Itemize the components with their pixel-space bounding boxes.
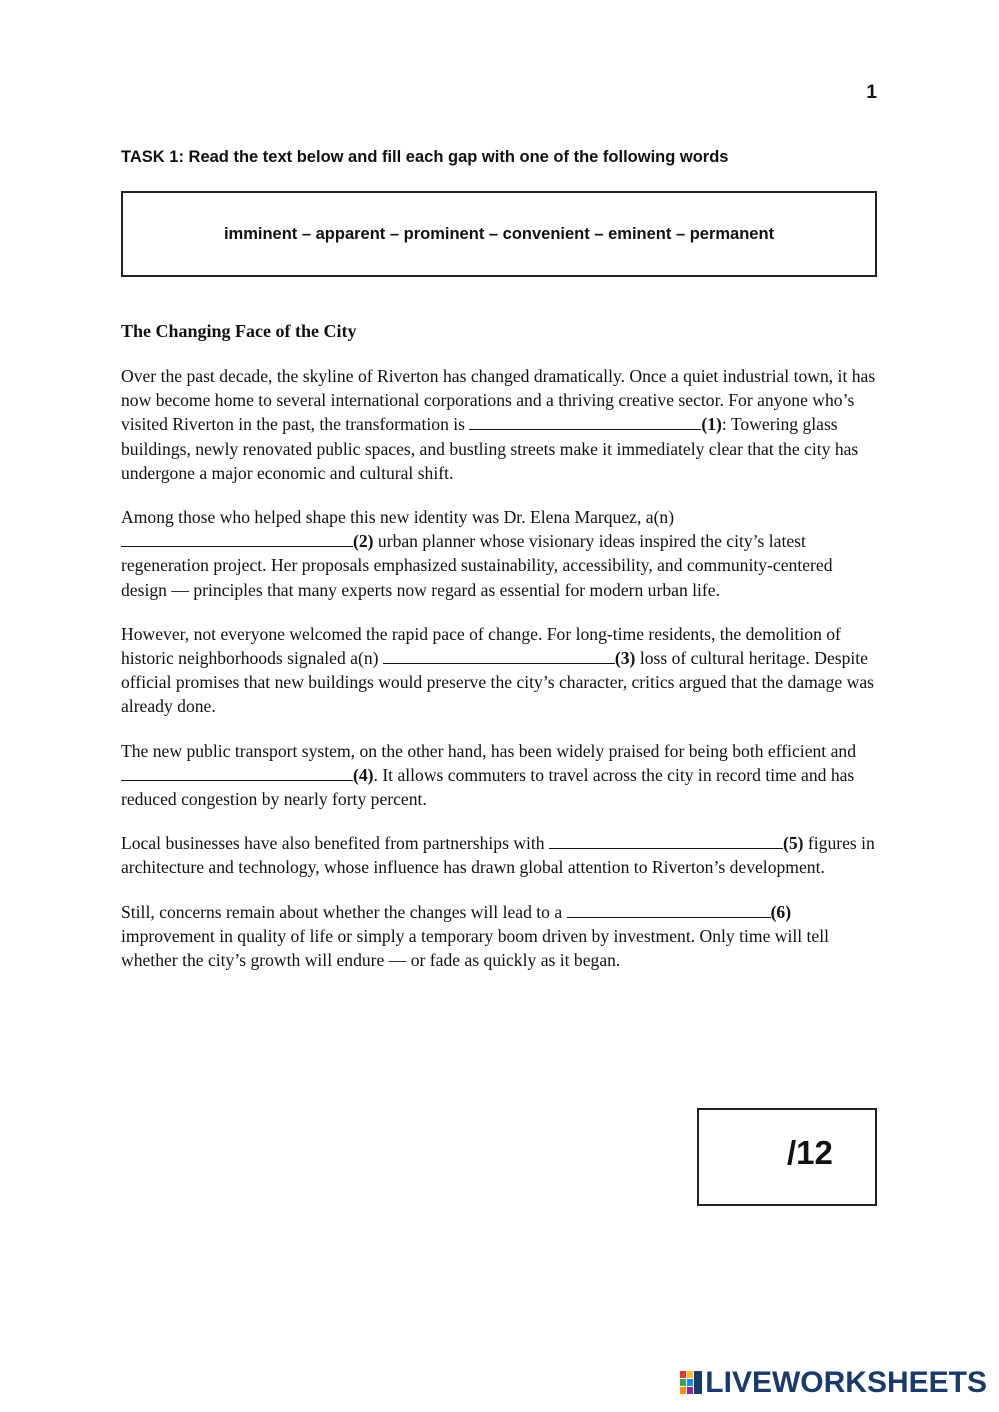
brand-footer[interactable] bbox=[679, 1366, 987, 1400]
p3-text-before: However, not everyone welcomed the rapid pace of change. For long-time residents, the demolition of historic neighborhoods signaled a(n) bbox=[121, 623, 841, 669]
gap-6-label: (6) bbox=[770, 901, 792, 922]
article-title: The Changing Face of the City bbox=[121, 321, 357, 341]
p4-text-before: The new public transport system, on the other hand, has been widely praised for being both efficient and bbox=[121, 740, 856, 761]
article bbox=[121, 318, 881, 992]
brand-name: LIVEWORKSHEETS bbox=[705, 1366, 987, 1399]
gap-5-input[interactable] bbox=[549, 832, 783, 849]
p4-text-after: . It allows commuters to travel across the city in record time and has reduced congestion by nearly forty percent. bbox=[121, 764, 855, 810]
score-box bbox=[697, 1108, 877, 1206]
page-number: 1 bbox=[866, 82, 877, 103]
p3-text-after: loss of cultural heritage. Despite official promises that new buildings would preserve the city’s character, critics argued that the damage was already done. bbox=[121, 648, 874, 717]
gap-5-label: (5) bbox=[783, 833, 804, 854]
gap-4-input[interactable] bbox=[121, 764, 353, 781]
p2-text-after: urban planner whose visionary ideas inspired the city’s latest regeneration project. Her proposals emphasized sustainability, accessibility, and community-centered design — principles that many experts now regard as essential for modern urban life. bbox=[121, 531, 833, 600]
task-heading: TASK 1: Read the text below and fill each gap with one of the following words bbox=[121, 148, 729, 166]
gap-6-input[interactable] bbox=[567, 901, 771, 918]
paragraph-4 bbox=[121, 739, 881, 812]
paragraph-6 bbox=[121, 900, 881, 973]
gap-3-input[interactable] bbox=[383, 647, 615, 664]
liveworksheets-logo-icon bbox=[679, 1370, 703, 1396]
p6-text-after: improvement in quality of life or simply a temporary boom driven by investment. Only time will tell whether the city’s growth will endure — or fade as quickly as it began. bbox=[121, 925, 830, 971]
score-total: /12 bbox=[787, 1134, 833, 1171]
gap-3-label: (3) bbox=[614, 648, 636, 669]
gap-4-label: (4) bbox=[353, 764, 374, 785]
p5-text-after: figures in architecture and technology, whose influence has drawn global attention to Riverton’s development. bbox=[121, 833, 875, 878]
paragraph-5 bbox=[121, 831, 881, 879]
paragraph-1 bbox=[121, 364, 881, 485]
paragraph-3 bbox=[121, 622, 881, 719]
word-bank-box bbox=[121, 191, 877, 277]
p6-text-before: Still, concerns remain about whether the changes will lead to a bbox=[121, 901, 567, 922]
p5-text-before: Local businesses have also benefited from partnerships with bbox=[121, 833, 549, 854]
gap-2-input[interactable] bbox=[121, 530, 353, 547]
p1-text-before: Over the past decade, the skyline of Riverton has changed dramatically. Once a quiet industrial town, it has now become home to several international corporations and a thriving creative sector. For anyone who’s visited Riverton in the past, the transformation is bbox=[121, 366, 876, 435]
gap-1-label: (1) bbox=[701, 414, 722, 435]
gap-1-input[interactable] bbox=[469, 413, 701, 430]
p1-text-after: : Towering glass buildings, newly renovated public spaces, and bustling streets make it immediately clear that the city has undergone a major economic and cultural shift. bbox=[121, 414, 859, 483]
p2-text-before: Among those who helped shape this new identity was Dr. Elena Marquez, a(n) bbox=[121, 507, 675, 528]
word-bank: imminent – apparent – prominent – convenient – eminent – permanent bbox=[223, 224, 775, 243]
paragraph-2 bbox=[121, 505, 881, 602]
gap-2-label: (2) bbox=[353, 531, 374, 552]
